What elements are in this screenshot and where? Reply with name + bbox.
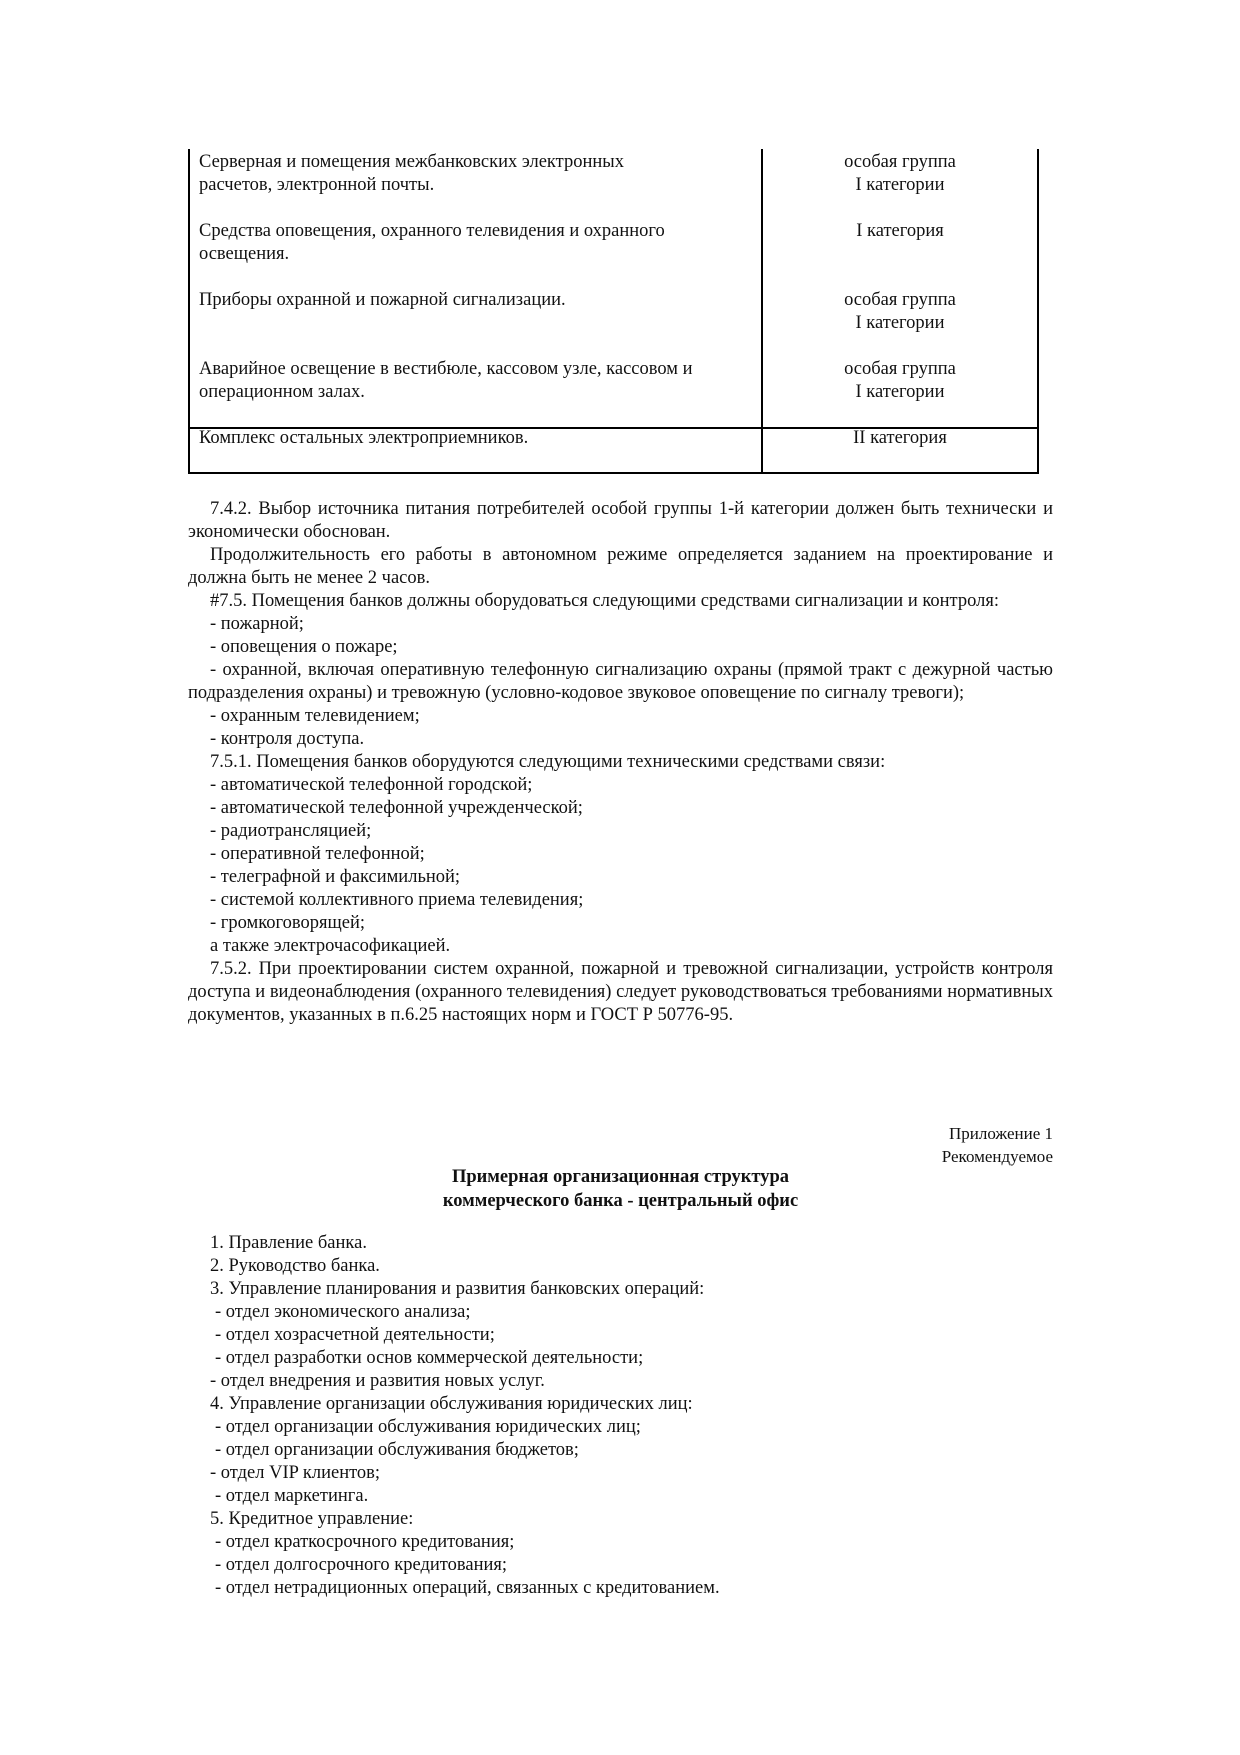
list-item: - охранным телевидением; — [210, 706, 420, 726]
table-row-notification-category — [763, 220, 1037, 243]
cell-text: I категории — [855, 382, 945, 402]
table-row-other-desc — [199, 427, 756, 450]
table-row-server-category — [763, 151, 1037, 197]
list-item: - отдел внедрения и развития новых услуг. — [210, 1371, 545, 1391]
list-item: - отдел нетрадиционных операций, связанных с кредитованием. — [215, 1578, 720, 1598]
list-item: - отдел VIP клиентов; — [210, 1463, 381, 1483]
cell-text: Серверная и помещения межбанковских электронных — [199, 152, 624, 172]
table-row-server-desc — [199, 151, 756, 197]
list-item: - отдел экономического анализа; — [215, 1302, 471, 1322]
table-row-emergency-light-desc — [199, 358, 756, 404]
appendix-title — [188, 1165, 1053, 1213]
cell-text: I категории — [855, 175, 945, 195]
cell-text: освещения. — [199, 244, 290, 264]
paragraph-7-5-2: 7.5.2. При проектировании систем охранной, пожарной и тревожной сигнализации, устройств контроля доступа и видеонаблюдения (охранного телевидения) следует руководствоваться требованиями нормативных документов, указанных в п.6.25 настоящих норм и ГОСТ Р 50776-95. — [188, 959, 1053, 1025]
list-item: - отдел разработки основ коммерческой деятельности; — [215, 1348, 644, 1368]
section-7-text — [188, 498, 1053, 1027]
table-border-bottom — [188, 472, 1039, 474]
table-row-alarm-devices-desc — [199, 289, 756, 312]
categories-table — [188, 149, 1039, 474]
list-item: - отдел хозрасчетной деятельности; — [215, 1325, 495, 1345]
table-row-notification-desc — [199, 220, 756, 266]
appendix-label — [942, 1122, 1053, 1168]
list-item: 3. Управление планирования и развития банковских операций: — [210, 1279, 705, 1299]
list-item: 2. Руководство банка. — [210, 1256, 380, 1276]
list-item: - оперативной телефонной; — [210, 844, 425, 864]
cell-text: Средства оповещения, охранного телевидения и охранного — [199, 221, 665, 241]
appendix-number: Приложение 1 — [949, 1124, 1053, 1143]
table-border-right — [1037, 149, 1039, 474]
paragraph-duration: Продолжительность его работы в автономном режиме определяется заданием на проектирование и должна быть не менее 2 часов. — [188, 545, 1053, 588]
table-row-emergency-light-category — [763, 358, 1037, 404]
list-item: а также электрочасофикацией. — [210, 936, 451, 956]
list-item: - контроля доступа. — [210, 729, 365, 749]
list-item: - пожарной; — [210, 614, 304, 634]
list-item: - отдел организации обслуживания бюджетов; — [215, 1440, 579, 1460]
cell-text: Комплекс остальных электроприемников. — [199, 428, 529, 448]
table-border-left — [188, 149, 190, 474]
list-item: - оповещения о пожаре; — [210, 637, 398, 657]
list-item: - автоматической телефонной учрежденческой; — [210, 798, 583, 818]
cell-text: Приборы охранной и пожарной сигнализации. — [199, 290, 566, 310]
list-item: 4. Управление организации обслуживания юридических лиц: — [210, 1394, 693, 1414]
cell-text: особая группа — [844, 152, 956, 172]
cell-text: особая группа — [844, 359, 956, 379]
list-item: - отдел организации обслуживания юридических лиц; — [215, 1417, 641, 1437]
list-item: - громкоговорящей; — [210, 913, 366, 933]
paragraph-7-4-2: 7.4.2. Выбор источника питания потребителей особой группы 1-й категории должен быть технически и экономически обоснован. — [188, 499, 1053, 542]
cell-text: II категория — [853, 428, 947, 448]
list-item: - автоматической телефонной городской; — [210, 775, 533, 795]
cell-text: особая группа — [844, 290, 956, 310]
list-item: 5. Кредитное управление: — [210, 1509, 414, 1529]
list-item: 1. Правление банка. — [210, 1233, 367, 1253]
list-item: - отдел краткосрочного кредитования; — [215, 1532, 515, 1552]
list-item-security-alarm: - охранной, включая оперативную телефонную сигнализацию охраны (прямой тракт с дежурной частью подразделения охраны) и тревожную (условно-кодовое звуковое оповещение по сигналу тревоги); — [188, 660, 1053, 703]
cell-text: операционном залах. — [199, 382, 365, 402]
list-item: - телеграфной и факсимильной; — [210, 867, 461, 887]
list-item: - радиотрансляцией; — [210, 821, 372, 841]
list-item: - отдел долгосрочного кредитования; — [215, 1555, 508, 1575]
cell-text: I категории — [855, 313, 945, 333]
paragraph-7-5-1: 7.5.1. Помещения банков оборудуются следующими техническими средствами связи: — [210, 752, 886, 772]
title-line: коммерческого банка - центральный офис — [442, 1191, 799, 1211]
list-item: - отдел маркетинга. — [215, 1486, 369, 1506]
cell-text: Аварийное освещение в вестибюле, кассовом узле, кассовом и — [199, 359, 693, 379]
table-row-other-category — [763, 427, 1037, 450]
cell-text: I категория — [856, 221, 944, 241]
org-structure-list — [188, 1232, 1053, 1600]
cell-text: расчетов, электронной почты. — [199, 175, 435, 195]
appendix-status: Рекомендуемое — [941, 1147, 1053, 1166]
title-line: Примерная организационная структура — [451, 1167, 790, 1187]
table-row-alarm-devices-category — [763, 289, 1037, 335]
list-item: - системой коллективного приема телевидения; — [210, 890, 584, 910]
paragraph-7-5: #7.5. Помещения банков должны оборудоваться следующими средствами сигнализации и контроля: — [210, 591, 999, 611]
